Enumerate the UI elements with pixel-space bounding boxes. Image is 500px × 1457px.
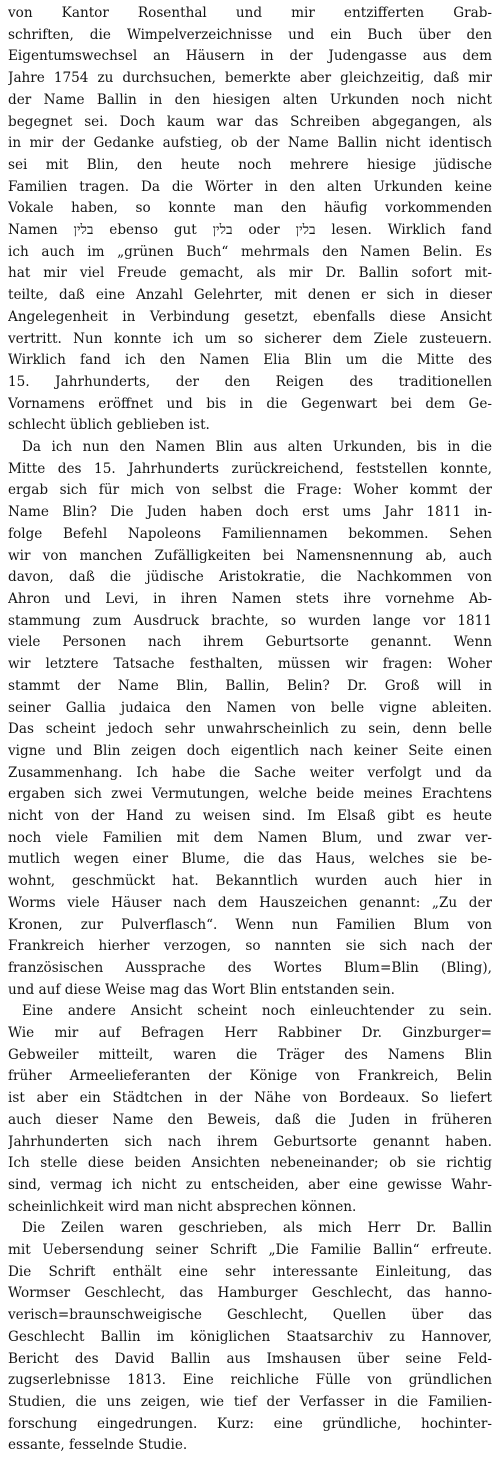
text-line: Jahrhunderten sich nach ihrem Geburtsorte genannt haben. bbox=[8, 1133, 492, 1150]
text-line: hat mir viel Freude gemacht, als mir Dr. Ballin sofort mit- bbox=[8, 265, 492, 282]
text-line: zugserlebnisse 1813. Eine reichliche Fülle von gründlichen bbox=[8, 1372, 492, 1389]
paragraph-2 bbox=[8, 437, 492, 1001]
text-line: Ich stelle diese beiden Ansichten nebeneinander; ob sie richtig bbox=[8, 1155, 492, 1172]
text-line: scheinlichkeit wird man nicht absprechen können. bbox=[8, 1198, 357, 1215]
text-line: Eigentumswechsel an Häusern in der Judengasse aus dem bbox=[8, 48, 492, 65]
text-line: in mir der Gedanke aufstieg, ob der Name Ballin nicht identisch bbox=[8, 135, 492, 152]
text-line: mutlich wegen einer Blume, die das Haus, welches sie be- bbox=[8, 851, 492, 868]
text-line: verisch=braunschweigische Geschlecht, Quellen über das bbox=[8, 1307, 492, 1324]
text-line: stammung zum Ausdruck brachte, so wurden lange vor 1811 bbox=[8, 612, 492, 629]
text-line: noch viele Familien mit dem Namen Blum, und zwar ver- bbox=[8, 829, 492, 846]
text-line: ergab sich für mich von selbst die Frage: Woher kommt der bbox=[8, 482, 492, 499]
text-line: der Name Ballin in den hiesigen alten Urkunden noch nicht bbox=[8, 91, 492, 108]
text-line: Wirklich fand ich den Namen Elia Blin um die Mitte des bbox=[8, 352, 492, 369]
text-line: Worms viele Häuser nach dem Hauszeichen genannt: „Zu der bbox=[8, 894, 492, 911]
text-line: Gebweiler mitteilt, waren die Träger des Namens Blin bbox=[8, 1046, 492, 1063]
text-line: Ahron und Levi, in ihren Namen stets ihre vornehme Ab- bbox=[8, 590, 492, 607]
text-line: Familien tragen. Da die Wörter in den alten Urkunden keine bbox=[8, 178, 492, 195]
text-line: Geschlecht Ballin im königlichen Staatsarchiv zu Hannover, bbox=[8, 1328, 492, 1345]
text-line: Vornamens eröffnet und bis in die Gegenwart bei dem Ge- bbox=[8, 395, 492, 412]
text-line: wohnt, geschmückt hat. Bekanntlich wurden auch hier in bbox=[8, 873, 492, 890]
text-line: Die Zeilen waren geschrieben, als mich Herr Dr. Ballin bbox=[22, 1220, 492, 1237]
text-line: ich auch im „grünen Buch“ mehrmals den Namen Belin. Es bbox=[8, 243, 492, 260]
text-line: früher Armeelieferanten der Könige von Frankreich, Belin bbox=[8, 1068, 492, 1085]
text-line: sei mit Blin, den heute noch mehrere hiesige jüdische bbox=[8, 156, 492, 173]
text-line: vigne und Blin zeigen doch eigentlich nach keiner Seite einen bbox=[8, 742, 492, 759]
text-line: Vokale haben, so konnte man den häufig vorkommenden bbox=[8, 200, 492, 217]
paragraph-1 bbox=[8, 3, 492, 437]
text-line: Frankreich hierher verzogen, so nannten sie sich nach der bbox=[8, 938, 492, 955]
text-line: mit Uebersendung seiner Schrift „Die Familie Ballin“ erfreute. bbox=[8, 1242, 492, 1259]
text-line: schlecht üblich geblieben ist. bbox=[8, 417, 210, 434]
text-line: folge Befehl Napoleons Familiennamen bekommen. Sehen bbox=[8, 525, 492, 542]
text-line: davon, daß die jüdische Aristokratie, die Nachkommen von bbox=[8, 569, 492, 586]
text-line: ergaben sich zwei Vermutungen, welche beide meines Erachtens bbox=[8, 786, 492, 803]
text-line: Zusammenhang. Ich habe die Sache weiter verfolgt und da bbox=[8, 764, 492, 781]
text-line: Studien, die uns zeigen, wie tief der Verfasser in die Familien- bbox=[8, 1394, 492, 1410]
text-line: Die Schrift enthält eine sehr interessante Einleitung, das bbox=[8, 1263, 492, 1280]
text-line: nicht von der Hand zu weisen sind. Im Elsaß gibt es heute bbox=[8, 808, 492, 825]
text-line: Kronen, zur Pulverflasch“. Wenn nun Familien Blum von bbox=[8, 916, 492, 933]
text-line: Name Blin? Die Juden haben doch erst ums Jahr 1811 in- bbox=[8, 504, 492, 521]
text-line: Da ich nun den Namen Blin aus alten Urkunden, bis in die bbox=[22, 439, 492, 456]
text-line: seiner Gallia judaica den Namen von belle vigne ableiten. bbox=[8, 699, 492, 716]
text-line: und auf diese Weise mag das Wort Blin entstanden sein. bbox=[8, 981, 396, 998]
text-line: viele Personen nach ihrem Geburtsorte genannt. Wenn bbox=[8, 634, 492, 651]
text-line: Mitte des 15. Jahrhunderts zurückreichend, feststellen konnte, bbox=[8, 460, 492, 477]
text-line: Bericht des David Ballin aus Imshausen über seine Feld- bbox=[8, 1350, 492, 1367]
text-line: teilte, daß eine Anzahl Gelehrter, mit denen er sich in dieser bbox=[8, 287, 492, 304]
text-line: Wormser Geschlecht, das Hamburger Geschlecht, das hanno- bbox=[8, 1285, 492, 1302]
text-line: ist aber ein Städtchen in der Nähe von Bordeaux. So liefert bbox=[8, 1090, 492, 1107]
text-line: sind, vermag ich nicht zu entscheiden, aber eine gewisse Wahr- bbox=[8, 1176, 492, 1193]
text-line: 15. Jahrhunderts, der den Reigen des traditionellen bbox=[8, 373, 492, 390]
text-line: forschung eingedrungen. Kurz: eine gründliche, hochinter- bbox=[8, 1415, 492, 1432]
text-line: stammt der Name Blin, Ballin, Belin? Dr. Groß will in bbox=[8, 677, 492, 694]
text-line: wir von manchen Zufälligkeiten bei Namensnennung ab, auch bbox=[8, 547, 492, 564]
text-line: auch dieser Name den Beweis, daß die Juden in früheren bbox=[8, 1111, 492, 1128]
text-line: essante, fesselnde Studie. bbox=[8, 1437, 188, 1454]
text-line: schriften, die Wimpelverzeichnisse und ein Buch über den bbox=[8, 26, 492, 43]
text-line: französischen Aussprache des Wortes Blum=Blin (Bling), bbox=[8, 959, 492, 976]
text-line: Eine andere Ansicht scheint noch einleuchtender zu sein. bbox=[22, 1003, 492, 1020]
paragraph-3 bbox=[8, 1001, 492, 1218]
text-line: Namen בלין ebenso gut בלין oder בלין lesen. Wirklich fand bbox=[8, 222, 492, 239]
text-line: begegnet sei. Doch kaum war das Schreiben abgegangen, als bbox=[8, 113, 492, 130]
text-line: wir letztere Tatsache festhalten, müssen wir fragen: Woher bbox=[8, 656, 492, 673]
text-line: Wie mir auf Befragen Herr Rabbiner Dr. Ginzburger= bbox=[8, 1025, 492, 1042]
text-line: vertritt. Nun konnte ich um so sicherer dem Ziele zusteuern. bbox=[8, 330, 492, 347]
text-line: von Kantor Rosenthal und mir entzifferten Grab- bbox=[8, 5, 492, 21]
text-line: Das scheint jedoch sehr unwahrscheinlich zu sein, denn belle bbox=[8, 721, 492, 738]
text-line: Angelegenheit in Verbindung gesetzt, ebenfalls diese Ansicht bbox=[8, 308, 492, 325]
paragraph-4 bbox=[8, 1218, 492, 1457]
text-line: Jahre 1754 zu durchsuchen, bemerkte aber gleichzeitig, daß mir bbox=[8, 70, 492, 87]
